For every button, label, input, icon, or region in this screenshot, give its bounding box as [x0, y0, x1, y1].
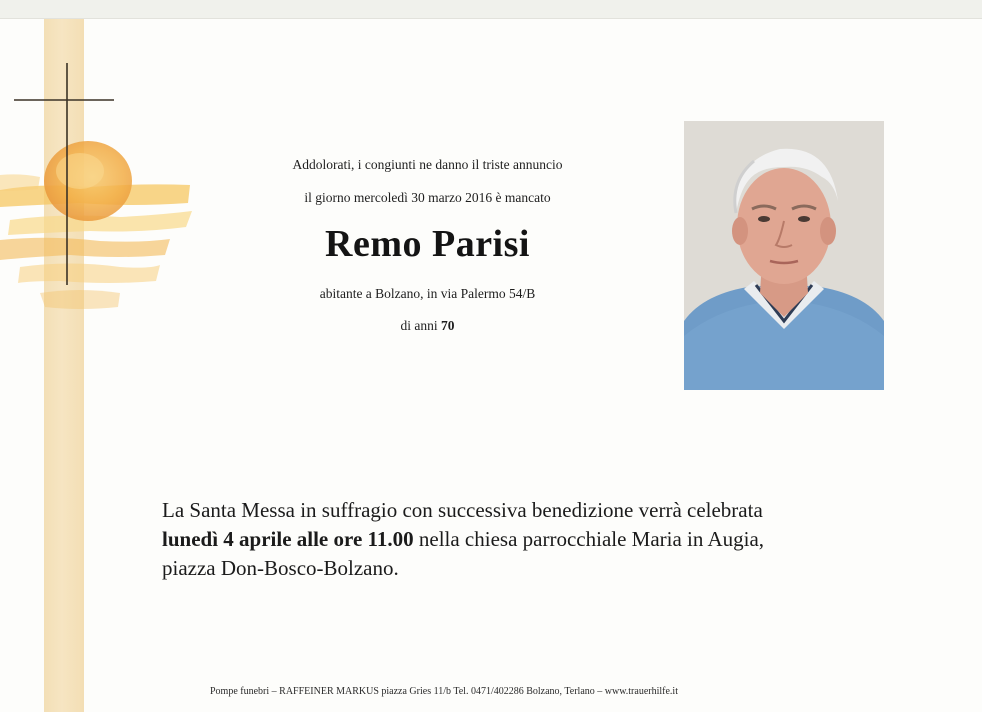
- mass-date-time: lunedì 4 aprile alle ore 11.00: [162, 527, 414, 551]
- intro-text: Addolorati, i congiunti ne danno il triste annuncio: [292, 157, 563, 172]
- age-text: [250, 318, 605, 334]
- age-prefix: di anni: [400, 318, 438, 333]
- age-value: 70: [441, 318, 455, 333]
- mass-church: nella chiesa parrocchiale Maria in Augia,: [413, 527, 765, 551]
- mass-line-1: La Santa Messa in suffragio con successiva benedizione verrà celebrata: [162, 498, 763, 522]
- mass-announcement: [162, 496, 892, 583]
- death-date-text: il giorno mercoledì 30 marzo 2016 è mancato: [304, 190, 551, 205]
- cross-with-sun-watercolor-icon: [0, 55, 200, 325]
- portrait-photo: [684, 121, 884, 390]
- mass-location: piazza Don-Bosco-Bolzano.: [162, 556, 399, 580]
- deceased-name: Remo Parisi: [325, 223, 530, 265]
- funeral-home-footer: Pompe funebri – RAFFEINER MARKUS piazza Gries 11/b Tel. 0471/402286 Bolzano, Terlano – www.trauerhilfe.it: [210, 686, 678, 697]
- scan-top-edge: [0, 0, 982, 19]
- residence-text: abitante a Bolzano, in via Palermo 54/B: [319, 286, 536, 301]
